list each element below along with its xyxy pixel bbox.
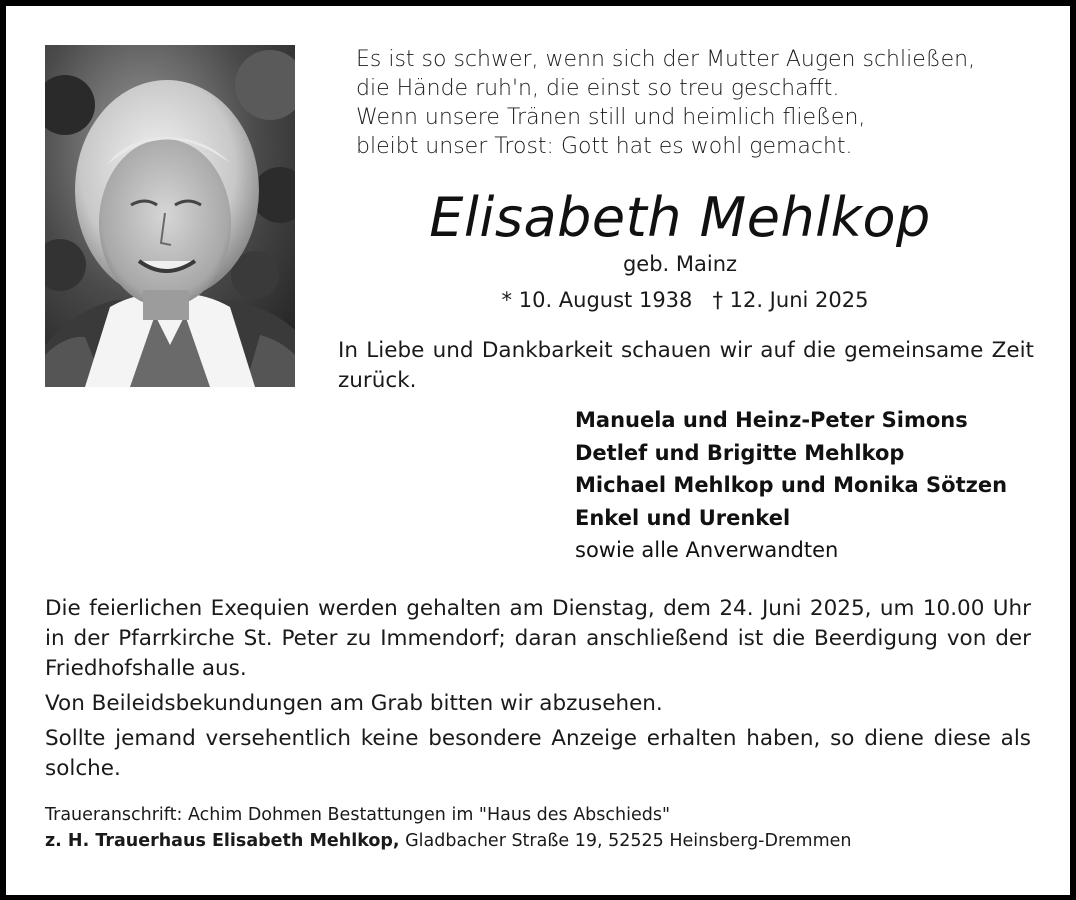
poem-line: die Hände ruh'n, die einst so treu geschafft. xyxy=(356,76,840,101)
thanks-text: In Liebe und Dankbarkeit schauen wir auf die gemeinsame Zeit zurück. xyxy=(338,338,1034,393)
portrait-image xyxy=(45,45,295,387)
mourners-list xyxy=(575,404,1007,567)
mourner-name: Enkel und Urenkel xyxy=(575,505,791,530)
mourner-name: Detlef und Brigitte Mehlkop xyxy=(575,440,905,465)
service-details xyxy=(45,594,1031,789)
life-dates xyxy=(300,288,1070,312)
condolence-text: Von Beileidsbekundungen am Grab bitten wir abzusehen. xyxy=(45,691,663,716)
portrait-photo xyxy=(45,45,295,387)
deceased-name: Elisabeth Mehlkop xyxy=(429,186,931,249)
mourner-name: Michael Mehlkop und Monika Sötzen xyxy=(575,473,1008,497)
address-street: Gladbacher Straße 19, 52525 Heinsberg-Dremmen xyxy=(399,831,852,851)
poem-line: Wenn unsere Tränen still und heimlich fließen, xyxy=(356,105,866,130)
address-line-1: Traueranschrift: Achim Dohmen Bestattungen im "Haus des Abschieds" xyxy=(45,805,671,825)
address-line-2 xyxy=(45,828,852,854)
memorial-poem xyxy=(356,45,975,161)
mourning-address xyxy=(45,802,852,854)
mourner-name: Manuela und Heinz-Peter Simons xyxy=(575,408,968,432)
address-recipient: z. H. Trauerhaus Elisabeth Mehlkop, xyxy=(45,831,400,851)
notice-text: Sollte jemand versehentlich keine besondere Anzeige erhalten haben, so diene diese als solche. xyxy=(45,726,1031,781)
poem-line: Es ist so schwer, wenn sich der Mutter Augen schließen, xyxy=(356,47,976,72)
service-text: Die feierlichen Exequien werden gehalten am Dienstag, dem 24. Juni 2025, um 10.00 Uhr in der Pfarrkirche St. Peter zu Immendorf; daran anschließend ist die Beerdigung von der Friedhofshalle aus. xyxy=(45,596,1031,681)
birth-date: * 10. August 1938 xyxy=(501,288,693,312)
poem-line: bleibt unser Trost: Gott hat es wohl gemacht. xyxy=(356,134,853,159)
death-date: † 12. Juni 2025 xyxy=(712,288,869,312)
maiden-name: geb. Mainz xyxy=(622,252,738,276)
relatives-line: sowie alle Anverwandten xyxy=(575,538,839,562)
